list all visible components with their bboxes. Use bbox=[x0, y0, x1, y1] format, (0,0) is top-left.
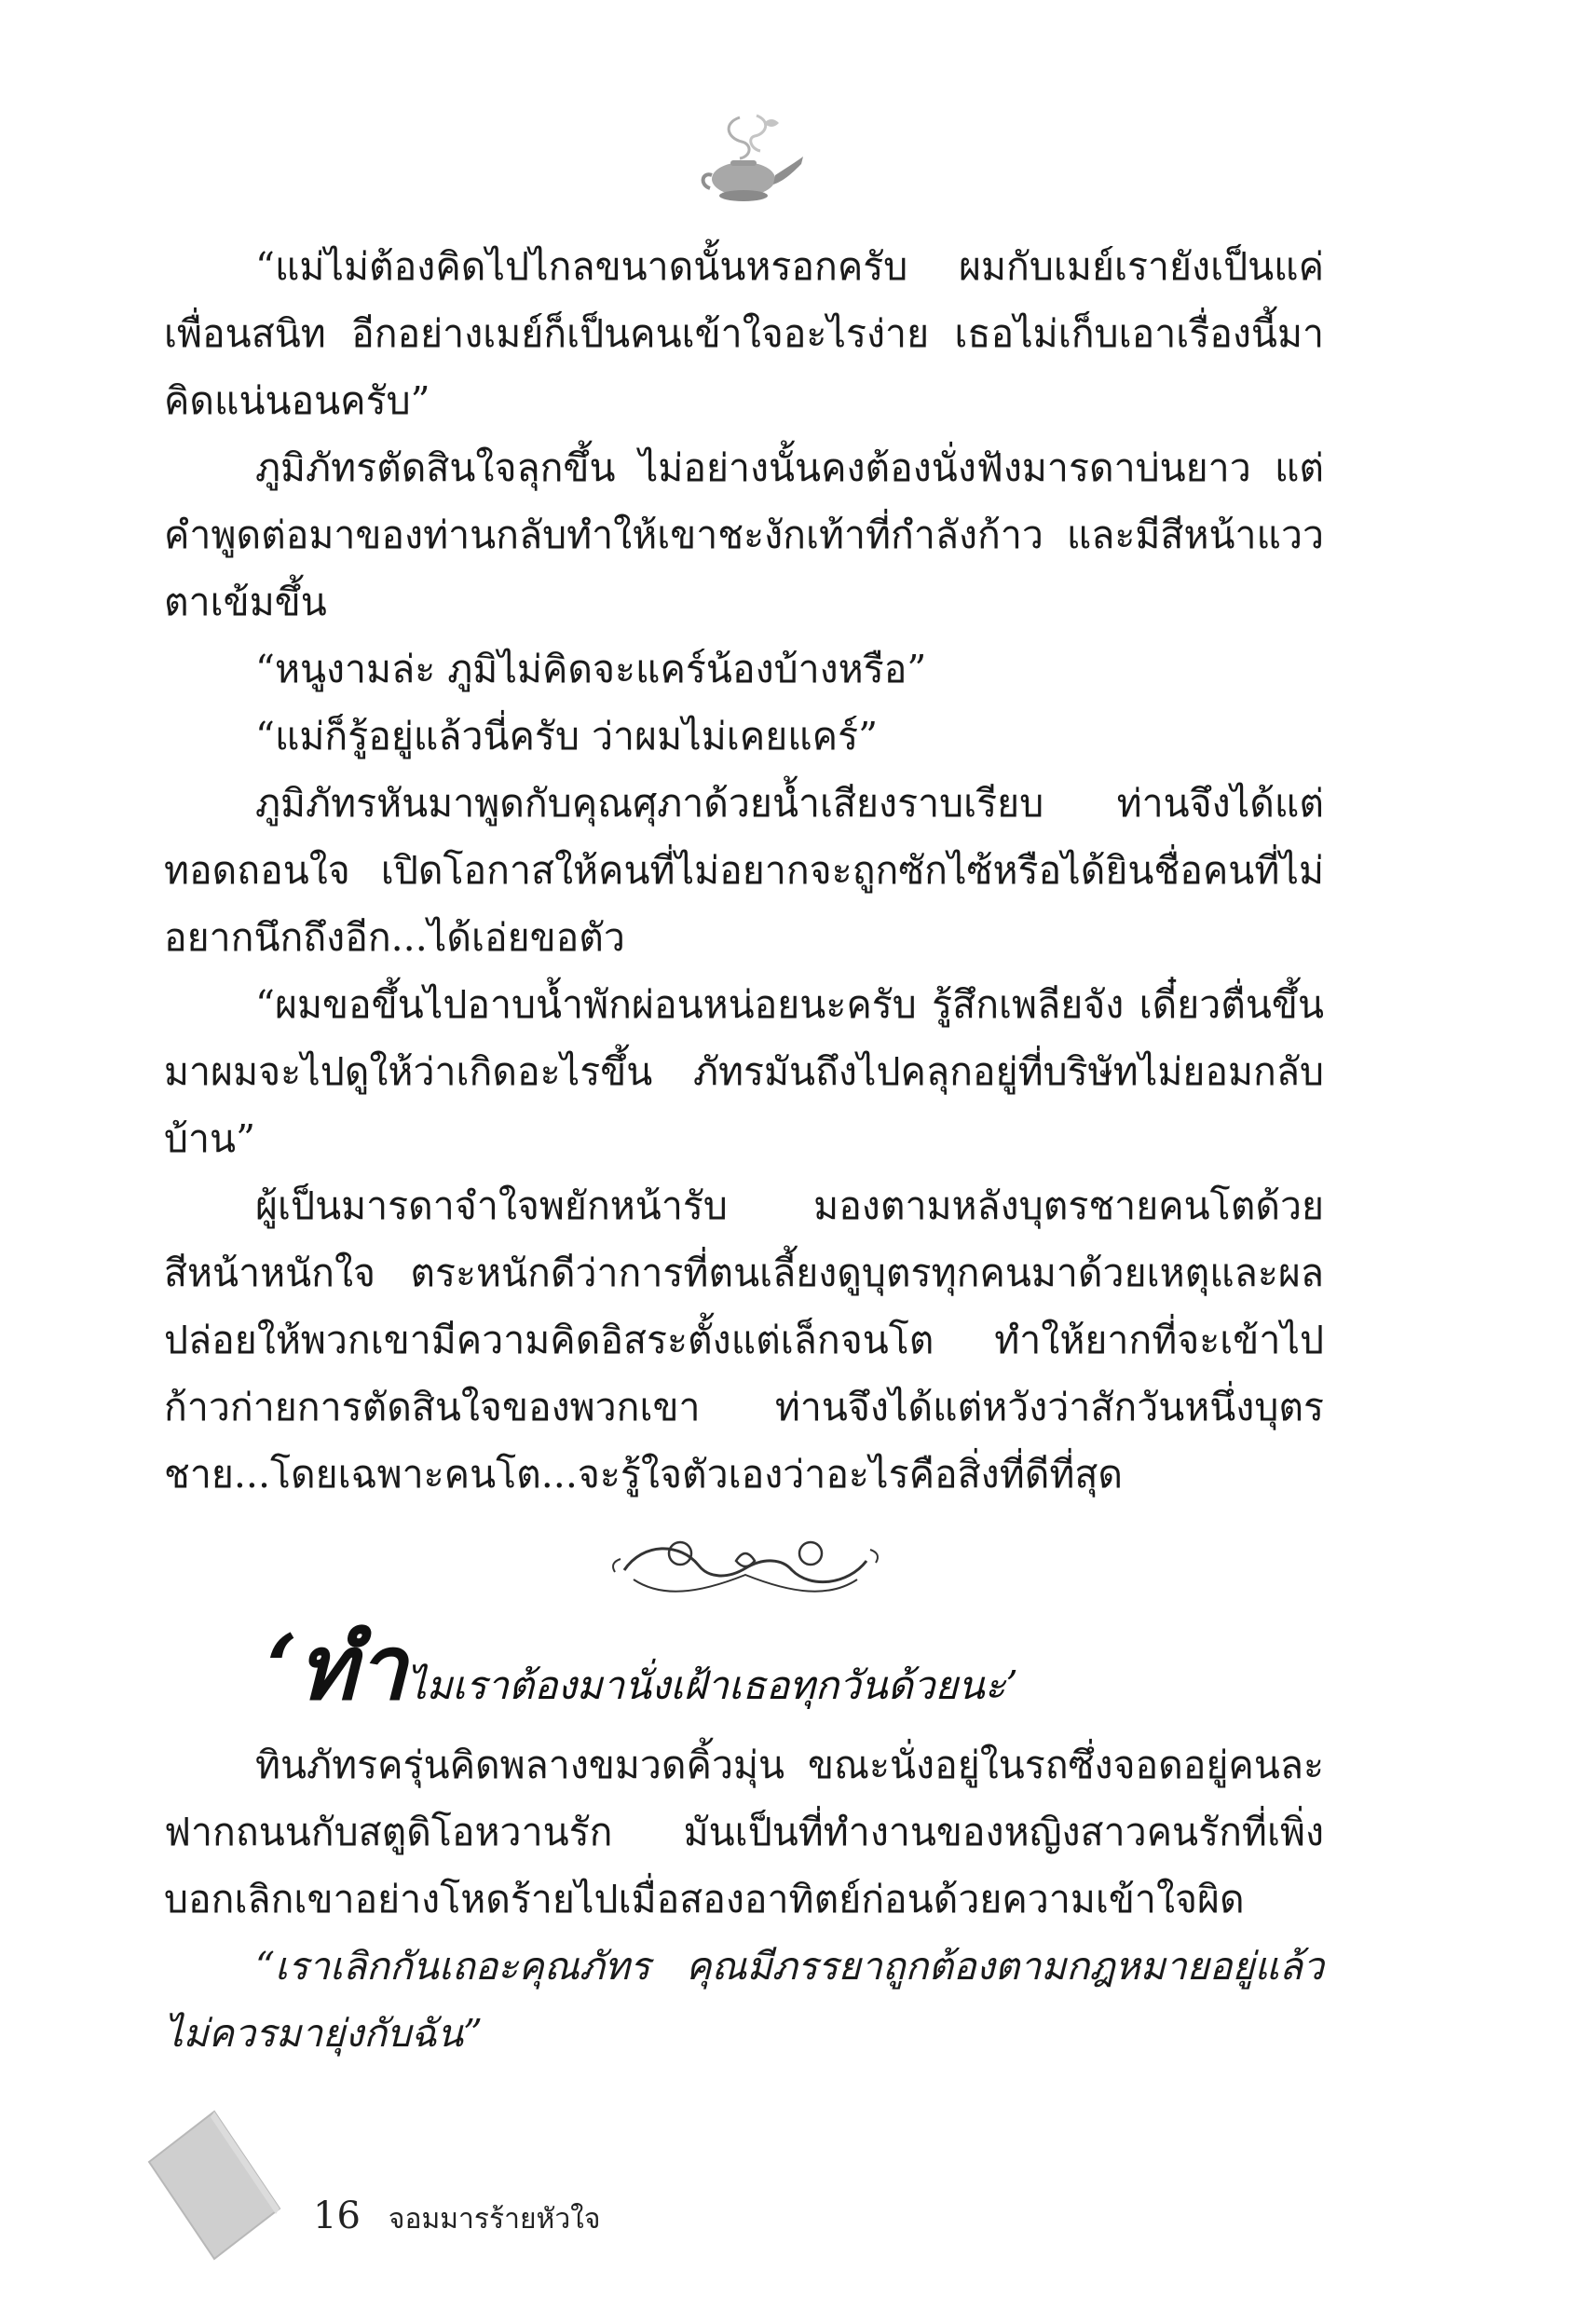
dropcap: ‘ทำ bbox=[266, 1615, 407, 1720]
paragraph: ผู้เป็นมารดาจำใจพยักหน้ารับ มองตามหลังบุตรชายคนโตด้วยสีหน้าหนักใจ ตระหนักดีว่าการที่ตนเลี้ยงดูบุตรทุกคนมาด้วยเหตุและผล ปล่อยให้พวกเขามีความคิดอิสระตั้งแต่เล็กจนโต ทำให้ยากที่จะเข้าไปก้าวก่ายการตัดสินใจของพวกเขา ท่านจึงได้แต่หวังว่าสักวันหนึ่งบุตรชาย...โดยเฉพาะคนโต...จะรู้ใจตัวเองว่าอะไรคือสิ่งที่ดีที่สุด bbox=[164, 1183, 1324, 1497]
body-text-bottom bbox=[164, 1731, 1324, 2067]
paragraph-italic: “เราเลิกกันเถอะคุณภัทร คุณมีภรรยาถูกต้องตามกฎหมายอยู่แล้ว ไม่ควรมายุ่งกับฉัน” bbox=[164, 1944, 1324, 2056]
book-title: จอมมารร้ายหัวใจ bbox=[388, 2203, 601, 2236]
paragraph: ภูมิภัทรตัดสินใจลุกขึ้น ไม่อย่างนั้นคงต้องนั่งฟังมารดาบ่นยาว แต่คำพูดต่อมาของท่านกลับทำให้เขาชะงักเท้าที่กำลังก้าว และมีสีหน้าแววตาเข้มขึ้น bbox=[164, 445, 1324, 624]
paragraph: “แม่ไม่ต้องคิดไปไกลขนาดนั้นหรอกครับ ผมกับเมย์เรายังเป็นแค่เพื่อนสนิท อีกอย่างเมย์ก็เป็นคนเข้าใจอะไรง่าย เธอไม่เก็บเอาเรื่องนี้มาคิดแน่นอนครับ” bbox=[164, 244, 1324, 423]
teapot-ornament-icon bbox=[686, 110, 807, 212]
body-text-top bbox=[164, 233, 1324, 1508]
paragraph: ทินภัทรครุ่นคิดพลางขมวดคิ้วมุ่น ขณะนั่งอยู่ในรถซึ่งจอดอยู่คนละฟากถนนกับสตูดิโอหวานรัก มันเป็นที่ทำงานของหญิงสาวคนรักที่เพิ่งบอกเลิกเขาอย่างโหดร้ายไปเมื่อสองอาทิตย์ก่อนด้วยความเข้าใจผิด bbox=[164, 1743, 1324, 1921]
chapter-opening-line bbox=[266, 1617, 1018, 1719]
flourish-divider-icon bbox=[606, 1524, 885, 1607]
paragraph: “หนูงามล่ะ ภูมิไม่คิดจะแคร์น้องบ้างหรือ” bbox=[255, 647, 927, 691]
page-number: 16 bbox=[313, 2195, 361, 2237]
paper-sheet-icon bbox=[140, 2106, 289, 2264]
paragraph: “แม่ก็รู้อยู่แล้วนี่ครับ ว่าผมไม่เคยแคร์” bbox=[255, 714, 879, 759]
page-footer bbox=[313, 2195, 600, 2241]
paragraph: “ผมขอขึ้นไปอาบน้ำพักผ่อนหน่อยนะครับ รู้สึกเพลียจัง เดี๋ยวตื่นขึ้นมาผมจะไปดูให้ว่าเกิดอะไรขึ้น ภัทรมันถึงไปคลุกอยู่ที่บริษัทไม่ยอมกลับบ้าน” bbox=[164, 982, 1324, 1161]
chapter-opening-text: ไมเราต้องมานั่งเฝ้าเธอทุกวันด้วยนะ’ bbox=[406, 1662, 1018, 1708]
paragraph: ภูมิภัทรหันมาพูดกับคุณศุภาด้วยน้ำเสียงราบเรียบ ท่านจึงได้แต่ทอดถอนใจ เปิดโอกาสให้คนที่ไม่อยากจะถูกซักไซ้หรือได้ยินชื่อคนที่ไม่อยากนึกถึงอีก...ได้เอ่ยขอตัว bbox=[164, 781, 1324, 960]
